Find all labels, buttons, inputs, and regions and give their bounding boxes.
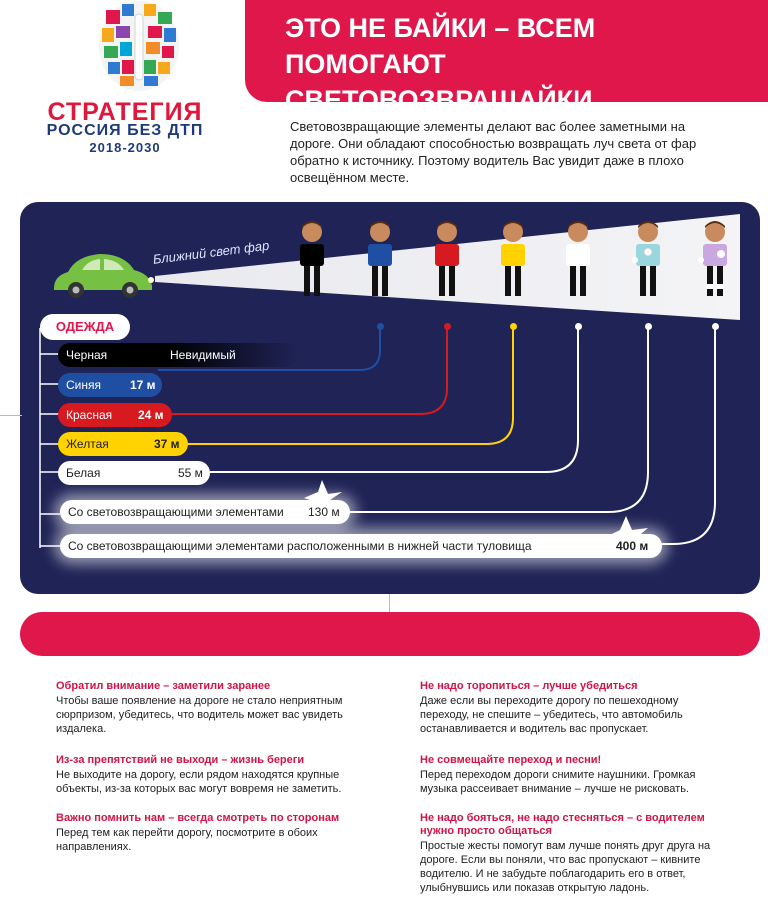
tip-item xyxy=(56,812,376,854)
row-reflector xyxy=(60,500,350,524)
clothes-label: ОДЕЖДА xyxy=(40,314,130,340)
row-black xyxy=(58,343,298,367)
logo-mosaic-icon xyxy=(98,0,180,92)
tip-item xyxy=(420,812,730,895)
visibility-panel xyxy=(20,202,760,594)
tip-heading: Не совмещайте переход и песни! xyxy=(420,754,602,766)
white-marker-dot xyxy=(575,323,582,330)
tip-heading: Не надо бояться, не надо стесняться – с водителем нужно просто общаться xyxy=(420,812,705,837)
row-yellow xyxy=(58,432,188,456)
row-white-value: 55 м xyxy=(178,466,203,480)
tip-body: Простые жесты помогут вам лучше понять друг друга на дороге. Если вы поняли, что вас пропускают – кивните водителю. И не забудьте поблагодарить его в ответ, улыбнувшись или показав открытую ладонь. xyxy=(420,840,711,894)
row-red-value: 24 м xyxy=(138,408,164,422)
row-blue-value: 17 м xyxy=(130,378,156,392)
row-white-label: Белая xyxy=(66,466,101,480)
row-white xyxy=(58,461,210,485)
pedestrian-blue-icon xyxy=(360,218,400,318)
title-banner xyxy=(245,0,768,115)
row-red xyxy=(58,403,172,427)
pedestrian-lower-reflector-icon xyxy=(695,218,735,318)
row-blue xyxy=(58,373,162,397)
pedestrian-yellow-icon xyxy=(493,218,533,318)
tip-item xyxy=(56,680,376,736)
row-reflector-value: 130 м xyxy=(308,505,340,519)
tip-heading: Обратил внимание – заметили заранее xyxy=(56,680,271,692)
tip-body: Даже если вы переходите дорогу по пешеходному переходу, не спешите – убедитесь, что автомобиль останавливается и водитель вас пропускает. xyxy=(420,695,683,735)
row-lower-reflector-label: Со световозвращающими элементами расположенными в нижней части туловища xyxy=(68,539,532,553)
logo-title: СТРАТЕГИЯ xyxy=(47,98,203,126)
reflector-marker-dot xyxy=(645,323,652,330)
pedestrian-white-icon xyxy=(558,218,598,318)
red-marker-dot xyxy=(444,323,451,330)
yellow-marker-dot xyxy=(510,323,517,330)
strategy-logo xyxy=(20,0,230,160)
page-title: ЭТО НЕ БАЙКИ – ВСЕМ ПОМОГАЮТ СВЕТОВОЗВРАЩАЙКИ xyxy=(285,13,596,115)
tip-body: Чтобы ваше появление на дороге не стало неприятным сюрпризом, убедитесь, что водитель может вас увидеть издалека. xyxy=(56,695,343,735)
lower-reflector-marker-dot xyxy=(712,323,719,330)
blue-marker-dot xyxy=(377,323,384,330)
row-blue-label: Синяя xyxy=(66,378,101,392)
row-lower-reflector-value: 400 м xyxy=(616,539,649,553)
tip-heading: Не надо торопиться – лучше убедиться xyxy=(420,680,638,692)
intro-text: Световозвращающие элементы делают вас более заметными на дороге. Они обладают способностью возвращать луч света от фар обратно к источнику. Поэтому водитель Вас увидит даже в плохо освещённом месте. xyxy=(290,119,697,185)
divider-line xyxy=(0,415,22,416)
tip-body: Перед тем как перейти дорогу, посмотрите в обоих направлениях. xyxy=(56,827,318,853)
tip-heading: Из-за препятствий не выходи – жизнь береги xyxy=(56,754,305,766)
beam-label: Ближний свет фар xyxy=(152,237,271,267)
tip-body: Перед переходом дороги снимите наушники. Громкая музыка рассеивает внимание – лучше не рисковать. xyxy=(420,769,696,795)
pedestrian-black-icon xyxy=(292,218,332,318)
row-lower-reflector xyxy=(60,534,662,558)
tip-item xyxy=(420,754,730,796)
car-icon xyxy=(50,250,156,300)
tip-heading: Важно помнить нам – всегда смотреть по сторонам xyxy=(56,812,340,824)
row-yellow-value: 37 м xyxy=(154,437,180,451)
logo-years: 2018-2030 xyxy=(89,140,161,155)
pedestrian-reflector-icon xyxy=(628,218,668,318)
section-bar xyxy=(20,612,760,656)
row-black-value: Невидимый xyxy=(170,348,236,362)
tip-item xyxy=(56,754,376,796)
logo-subtitle: РОССИЯ БЕЗ ДТП xyxy=(46,122,204,139)
tip-item xyxy=(420,680,730,736)
row-black-label: Черная xyxy=(66,348,108,362)
row-reflector-label: Со световозвращающими элементами xyxy=(68,505,284,519)
row-yellow-label: Желтая xyxy=(66,437,109,451)
tip-body: Не выходите на дорогу, если рядом находятся крупные объекты, из-за которых вас могут вовремя не заметить. xyxy=(56,769,342,795)
divider-line xyxy=(389,594,390,612)
row-red-label: Красная xyxy=(66,408,113,422)
pedestrian-red-icon xyxy=(427,218,467,318)
